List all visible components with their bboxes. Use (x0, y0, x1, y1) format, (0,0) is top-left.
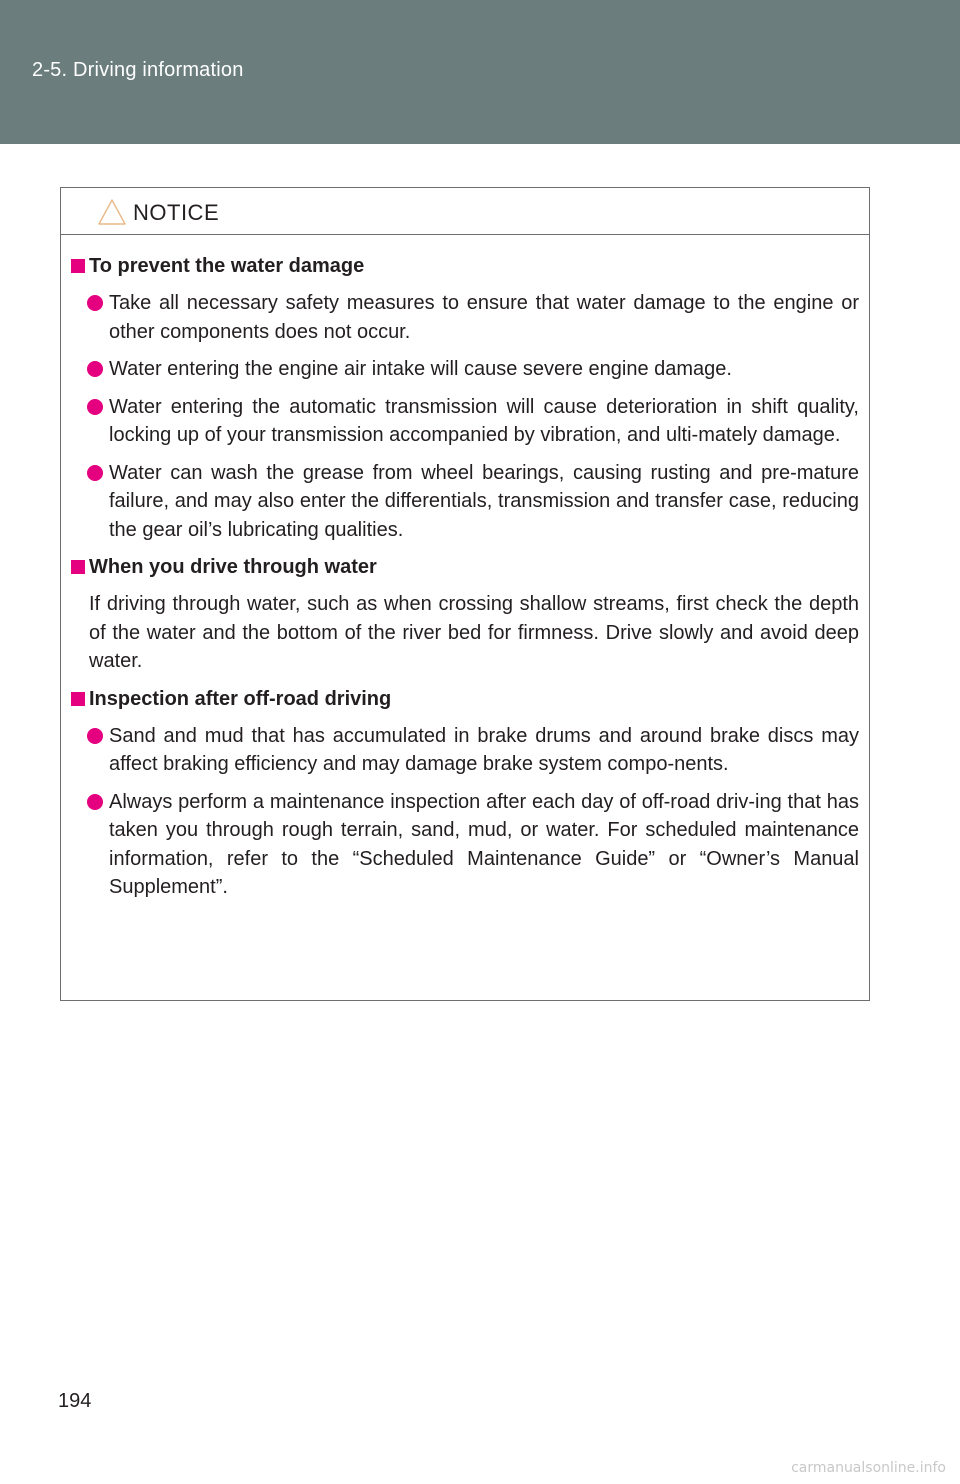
circle-bullet-icon (87, 361, 103, 377)
bullet-item (61, 788, 869, 902)
bullet-text: Always perform a maintenance inspection after each day of off-road driv-ing that has taken you through rough terrain, sand, mud, or water. For scheduled maintenance information, refer to the “Scheduled Maintenance Guide” or “Owner’s Manual Supplement”. (109, 790, 859, 898)
bullet-item (61, 355, 869, 384)
notice-body (61, 252, 869, 911)
section-heading-text: To prevent the water damage (89, 255, 365, 277)
notice-header (61, 188, 869, 235)
bullet-text: Sand and mud that has accumulated in brake drums and around brake discs may affect braking efficiency and may damage brake system compo-nents. (109, 724, 859, 775)
bullet-item (61, 289, 869, 346)
notice-title: NOTICE (133, 200, 220, 225)
section-heading (61, 252, 869, 280)
circle-bullet-icon (87, 399, 103, 415)
section-heading (61, 553, 869, 581)
circle-bullet-icon (87, 728, 103, 744)
bullet-text: Water entering the engine air intake will cause severe engine damage. (109, 358, 732, 380)
bullet-text: Water can wash the grease from wheel bearings, causing rusting and pre-mature failure, and may also enter the differentials, transmission and transfer case, reducing the gear oil’s lubricating qualities. (109, 461, 859, 541)
section-heading (61, 685, 869, 713)
header-band (0, 0, 960, 144)
circle-bullet-icon (87, 295, 103, 311)
bullet-item (61, 722, 869, 779)
square-bullet-icon (71, 259, 85, 273)
circle-bullet-icon (87, 794, 103, 810)
page-number: 194 (58, 1390, 92, 1412)
watermark: carmanualsonline.info (791, 1460, 946, 1476)
bullet-item (61, 459, 869, 545)
square-bullet-icon (71, 692, 85, 706)
bullet-text: Take all necessary safety measures to ensure that water damage to the engine or other components does not occur. (109, 292, 859, 343)
warning-triangle-icon (97, 198, 127, 226)
square-bullet-icon (71, 560, 85, 574)
section-title: 2-5. Driving information (32, 59, 244, 81)
bullet-text: Water entering the automatic transmission will cause deterioration in shift quality, locking up of your transmission accompanied by vibration, and ulti-mately damage. (109, 395, 859, 446)
section-heading-text: Inspection after off-road driving (89, 687, 392, 710)
circle-bullet-icon (87, 465, 103, 481)
section-paragraph: If driving through water, such as when crossing shallow streams, first check the depth of the water and the bottom of the river bed for firmness. Drive slowly and avoid deep water. (89, 593, 859, 672)
notice-box (60, 187, 870, 1001)
bullet-item (61, 393, 869, 450)
section-heading-text: When you drive through water (89, 556, 377, 578)
